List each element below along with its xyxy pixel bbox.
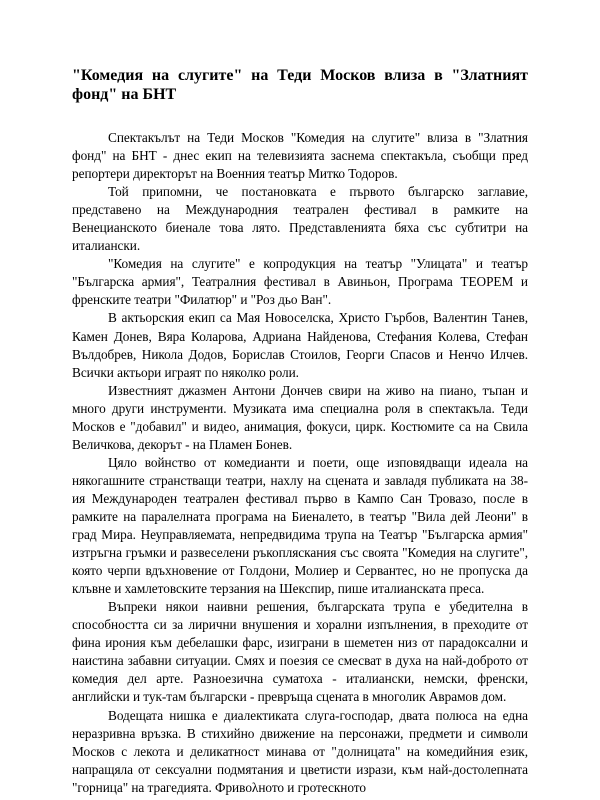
paragraph-7: Въпреки някои наивни решения, българската трупа е убедителна в способността си за лирични внушения и хорални изпълнения, в преходите от фина ирония към дебелашки фарс, изиграни в шеметен низ от парадоксални и наистина забавни ситуации. Смях и поезия се смесват в духа на най-доброто от комедия дел арте. Разноезична суматоха - италиански, немски, френски, английски и тук-там български - превръща сцената в многолик Аврамов дом. xyxy=(72,599,528,705)
paragraph-4: В актьорския екип са Мая Новоселска, Христо Гърбов, Валентин Танев, Камен Донев, Вяра Коларова, Адриана Найденова, Стефания Колева, Стефан Вълдобрев, Никола Додов, Борислав Стоилов, Георги Спасов и Ненчо Илчев. Всички актьори играят по няколко роли. xyxy=(72,310,528,380)
paragraph-6: Цяло войнство от комедианти и поети, още изповядващи идеала на някогашните странстващи театри, нахлу на сцената и завладя публиката на 38-ия Международен театрален фестивал първо в Кампо Сан Тровазо, после в рамките на паралелната програма на Биеналето, в театър "Вила дей Леони" в град Мира. Неуправляемата, непредвидима трупа на Театър "Българска армия" изтръгна гръмки и развеселени ръкопляскания със своята "Комедия на слугите", която черпи вдъхновение от Голдони, Молиер и Сервантес, но не пропуска да клъвне и хамлетовските терзания на Шекспир, пише италианската преса. xyxy=(72,454,528,597)
article-title: "Комедия на слугите" на Теди Москов влиза в "Златният фонд" на БНТ xyxy=(72,67,528,103)
article-body xyxy=(72,129,528,797)
paragraph-2: Той припомни, че постановката е първото българско заглавие, представено на Международния театрален фестивал в рамките на Венецианското биенале това лято. Представленията бяха със субтитри на италиански. xyxy=(72,184,528,254)
paragraph-1: Спектакълът на Теди Москов "Комедия на слугите" влиза в "Златния фонд" на БНТ - днес екип на телевизията заснема спектакъла, съобщи пред репортери директорът на Военния театър Митко Тодоров. xyxy=(72,130,528,182)
paragraph-5: Известният джазмен Антони Дончев свири на живо на пиано, тъпан и много други инструменти. Музиката има специална роля в спектакъла. Теди Москов е "добавил" и видео, анимация, фокуси, цирк. Костюмите са на Свила Величкова, декорът - на Пламен Бонев. xyxy=(72,382,528,452)
paragraph-8: Водещата нишка е диалектиката слуга-господар, двата полюса на една неразривна връзка. В стихийно движение на персонажи, предмети и символи Москов с лекота и деликатност минава от "долницата" на комедийния език, напращяла от сексуални подмятания и цветисти изрази, към най-достолепната "горница" на трагедията. Фривολното и гротескното xyxy=(72,707,528,795)
paragraph-3: "Комедия на слугите" е копродукция на театър "Улицата" и театър "Българска армия", Театралния фестивал в Авиньон, Програма ТЕОРЕМ и френските театри "Филатюр" и "Роз дьо Ван". xyxy=(72,256,528,308)
